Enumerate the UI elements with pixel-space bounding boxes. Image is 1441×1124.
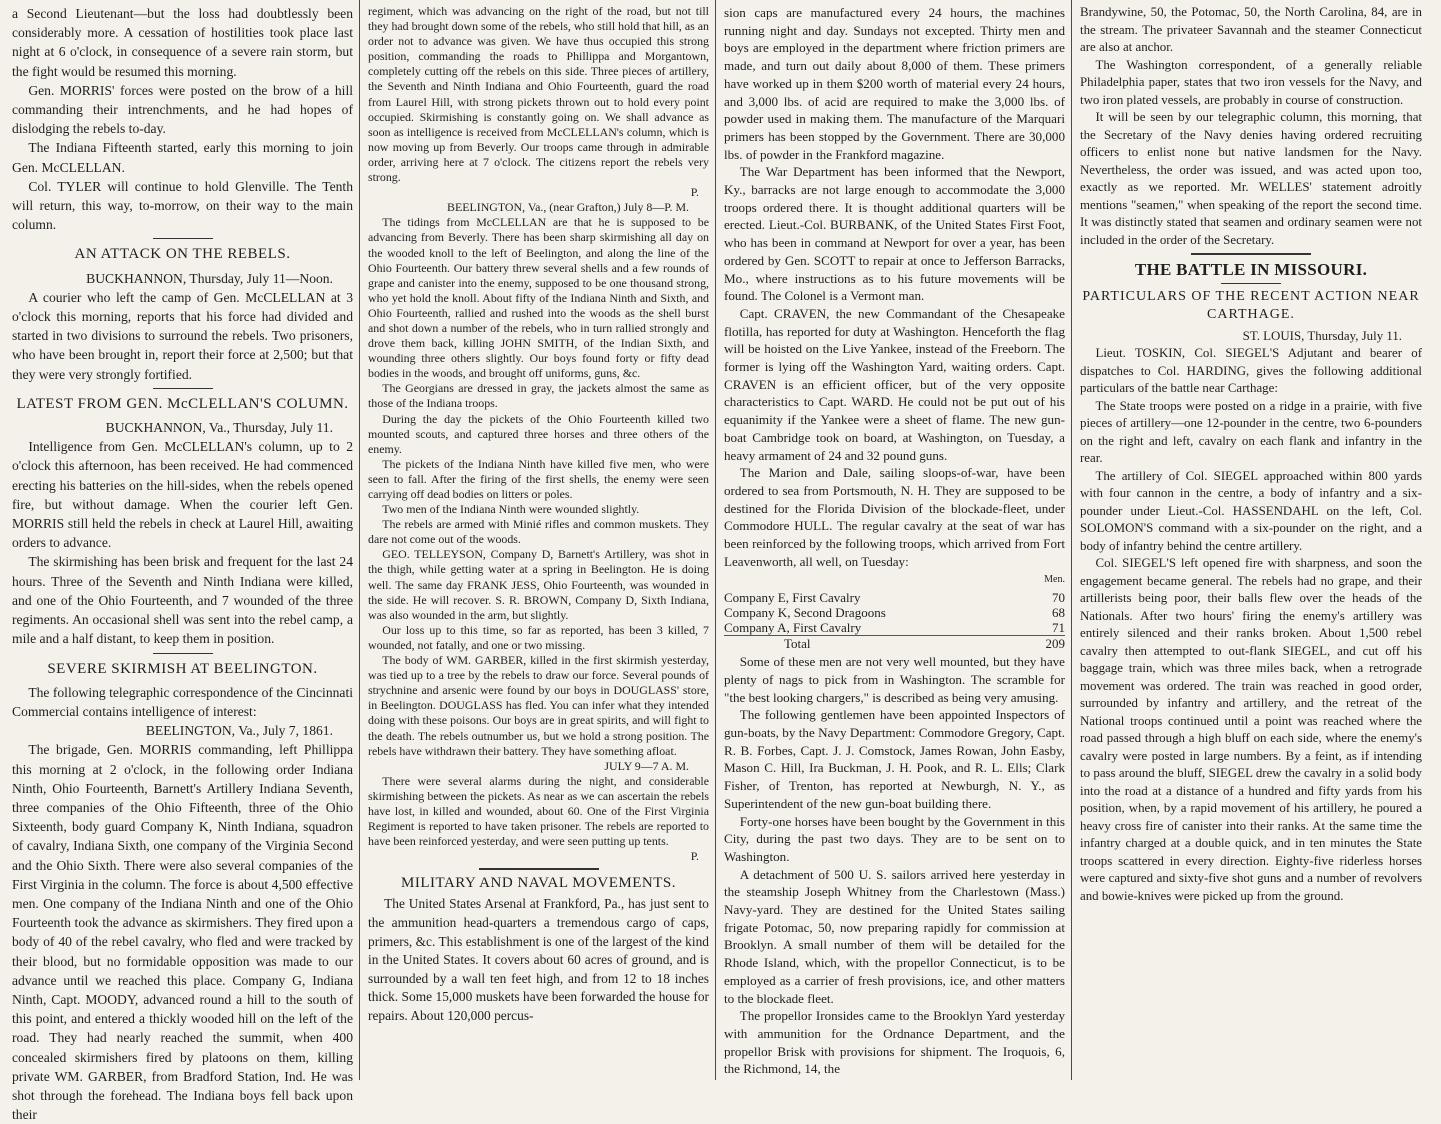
paragraph: Forty-one horses have been bought by the Government in this City, during the past two days. They are to be sent on to Washington.	[724, 813, 1065, 864]
dateline: BUCKHANNON, Va., Thursday, July 11.	[105, 420, 333, 436]
column-2	[360, 0, 716, 1080]
paragraph: During the day the pickets of the Ohio Fourteenth killed two mounted scouts, and captured three horses and three others of the enemy.	[368, 411, 709, 456]
paragraph: The following gentlemen have been appointed Inspectors of gun-boats, by the Navy Department: Commodore Gregory, Capt. R. B. Forbes, Capt. J. J. Comstock, James Rowan, John Easby, Mason C. Hill, Ira Buckman, J. H. Pook, and R. L. Ells; Clark Fisher, of Trenton, has reported at Newburgh, N. Y., as Superintendent of the new gun-boat building there.	[724, 707, 1065, 811]
headline-military-naval: MILITARY AND NAVAL MOVEMENTS.	[401, 875, 676, 892]
paragraph: The Indiana Fifteenth started, early this morning to join Gen. McCLELLAN.	[12, 140, 353, 175]
subheadline-carthage: PARTICULARS OF THE RECENT ACTION NEAR CARTHAGE.	[1082, 288, 1420, 322]
row-value: 70	[1052, 590, 1065, 606]
headline-severe-skirmish: SEVERE SKIRMISH AT BEELINGTON.	[47, 660, 318, 677]
paragraph: The Marion and Dale, sailing sloops-of-war, have been ordered to sea from Portsmouth, N. H. They are supposed to be destined for the Florida Division of the blockade-fleet, under Commodore HULL. The regular cavalry at the seat of war has been reinforced by the following troops, which arrived from Fort Leavenworth, all well, on Tuesday:	[724, 465, 1065, 569]
column-4	[1072, 0, 1428, 1080]
paragraph: GEO. TELLEYSON, Company D, Barnett's Artillery, was shot in the thigh, while getting water at a spring in Beelington. He is doing well. The same day FRANK JESS, Ohio Fourteenth, was wounded in the side. He will recover. S. R. BROWN, Company D, Sixth Indiana, was also wounded in the arm, but slightly.	[368, 547, 709, 622]
divider	[153, 388, 213, 389]
paragraph: The artillery of Col. SIEGEL approached within 800 yards with four cannon in the centre, a body of infantry and a six-pounder under Lieut.-Col. HASSENDAHL on the left, Col. SOLOMON'S command with a six-pounder on the right, and a body of infantry behind the centre artillery.	[1080, 468, 1422, 553]
row-label: Company A, First Cavalry	[724, 620, 862, 636]
paragraph: The Georgians are dressed in gray, the jackets almost the same as those of the Indiana troops.	[368, 381, 709, 411]
signature: P.	[690, 849, 699, 864]
table-row-total	[724, 636, 1065, 652]
row-label: Company E, First Cavalry	[724, 590, 861, 606]
paragraph: The propellor Ironsides came to the Brooklyn Yard yesterday with ammunition for the Ordnance Department, and the propellor Brisk with provisions for shipment. The Iroquois, 6, the Richmond, 14, the	[724, 1008, 1065, 1077]
divider	[1191, 253, 1311, 255]
dateline: BUCKHANNON, Thursday, July 11—Noon.	[86, 270, 333, 286]
headline-attack-on-rebels: AN ATTACK ON THE REBELS.	[74, 246, 291, 263]
divider	[153, 653, 213, 654]
paragraph: Col. SIEGEL'S left opened fire with sharpness, and soon the engagement became general. The rebels had no grape, and their artillerists being poor, their balls flew over the heads of the Nationals. After two hours' firing the enemy's artillery was entirely silenced and their ranks broken. About 1,500 rebel cavalry then attempted to out-flank SIEGEL, and cut off his baggage train, which was three miles back, when a retrograde movement was ordered. The train was reached in good order, surrounded by infantry and artillery, and the retreat of the National troops continued until a point was reached where the road passed through a high bluff on each side, where the enemy's cavalry were posted in large numbers. By a feint, as if intending to pass around the bluff, SIEGEL drew the cavalry in a solid body into the road at a distance of a hundred and fifty yards from his position, when, by a rapid movement of his artillery, he poured a heavy cross fire of canister into their ranks. At the same time the infantry charged at a double quick, and in ten minutes the State troops scattered in every direction. Eighty-five riderless horses were captured and sixty-five shot guns and a number of revolvers and bowie-knives were picked up from the ground.	[1080, 556, 1422, 903]
paragraph: Some of these men are not very well mounted, but they have plenty of nags to pick from in Washington. The scramble for "the best looking chargers," is described as being very amusing.	[724, 654, 1065, 705]
signature: P.	[690, 185, 699, 200]
dateline: JULY 9—7 A. M.	[604, 758, 689, 773]
paragraph: The United States Arsenal at Frankford, Pa., has just sent to the ammunition head-quarters a tremendous cargo of caps, primers, &c. This establishment is one of the largest of the kind in the United States. It covers about 60 acres of ground, and is surrounded by a wall ten feet high, and from 12 to 18 inches thick. Some 15,000 muskets have been forwarded the house for repairs. About 120,000 percus-	[368, 896, 709, 1023]
paragraph: The War Department has been informed that the Newport, Ky., barracks are not large enough to accommodate the 3,000 troops ordered there. It is thought additional quarters will be erected. Lieut.-Col. BURBANK, of the United States First Foot, who has been in command at Newport for over a year, has been ordered by Gen. SCOTT to repair at once to Jefferson Barracks, Mo., where instructions as to his future movements will be found. The Colonel is a Vermont man.	[724, 164, 1065, 304]
dateline: BEELINGTON, Va., (near Grafton,) July 8—P. M.	[447, 200, 689, 215]
paragraph: There were several alarms during the night, and considerable skirmishing between the pickets. As near as we can ascertain the rebels have lost, in killed and wounded, about 60. One of the First Virginia Regiment is reported to have taken prisoner. The rebels are reported to have been reinforced yesterday, and were seen putting up tents.	[368, 773, 709, 849]
paragraph: Two men of the Indiana Ninth were wounded slightly.	[382, 502, 640, 517]
paragraph: Gen. MORRIS' forces were posted on the brow of a hill commanding their intrenchments, and he had hopes of dislodging the rebels to-day.	[12, 82, 353, 137]
row-label: Company K, Second Dragoons	[724, 605, 886, 621]
paragraph: Capt. CRAVEN, the new Commandant of the Chesapeake flotilla, has reported for duty at Washington. Henceforth the flag will be hoisted on the Live Yankee, instead of the Freeborn. The former is lying off the Washington Yard, waiting orders. Capt. CRAVEN is an efficient officer, but of the very opposite characteristics to Capt. WARD. He could not be put out of his equanimity if the Yankee were a sheet of flame. The new gun-boat Cambridge took on board, at Washington, on Tuesday, a heavy armament of 24 and 32 pound guns.	[724, 305, 1065, 463]
headline-latest-mcclellan: LATEST FROM GEN. McCLELLAN'S COLUMN.	[16, 395, 349, 412]
divider	[153, 238, 213, 239]
column-1	[4, 0, 360, 1123]
dateline: BEELINGTON, Va., July 7, 1861.	[145, 723, 333, 739]
dateline: ST. LOUIS, Thursday, July 11.	[1242, 328, 1402, 343]
paragraph: The State troops were posted on a ridge in a prairie, with five pieces of artillery—one 12-pounder in the centre, two 6-pounders on the right and left, cavalry on each flank and infantry in the rear.	[1080, 398, 1422, 465]
paragraph: The skirmishing has been brisk and frequent for the last 24 hours. Three of the Seventh and Ninth Indiana were killed, and one of the Ohio Fourteenth, and 7 wounded of the three regiments. An occasional shell was sent into the rebel camp, a mile and a half distant, to keep them in position.	[12, 554, 353, 647]
headline-battle-missouri: THE BATTLE IN MISSOURI.	[1134, 260, 1368, 279]
paragraph: The rebels are armed with Minié rifles and common muskets. They dare not come out of the woods.	[368, 517, 709, 547]
total-value: 209	[1025, 636, 1065, 652]
table-row	[724, 605, 1065, 620]
paragraph: Intelligence from Gen. McCLELLAN's column, up to 2 o'clock this afternoon, has been received. He had commenced erecting his batteries on the hill-sides, when the rebels opened fire, but without damage. When the courier left Gen. MORRIS still held the rebels in check at Laurel Hill, awaiting orders to advance.	[12, 439, 353, 551]
paragraph: A courier who left the camp of Gen. McCLELLAN at 3 o'clock this morning, reports that his force had divided and started in two divisions to surround the rebels. Two prisoners, who have been brought in, report their force at 2,500; but that they were very strongly fortified.	[12, 289, 353, 382]
paragraph: The following telegraphic correspondence of the Cincinnati Commercial contains intelligence of interest:	[12, 684, 353, 719]
paragraph: The body of WM. GARBER, killed in the first skirmish yesterday, was tied up to a tree by the rebels to draw our force. Several pounds of strychnine and arsenic were found by our boys in DOUGLASS' store, in Beelington. DOUGLASS has fled. You can infer what they intended doing with these poisons. Our boys are in great spirits, and will fight to the death. The rebels outnumber us, but we hold a strong position. The rebels have withdrawn their battery. They have something afloat.	[368, 653, 709, 758]
paragraph: It will be seen by our telegraphic column, this morning, that the Secretary of the Navy denies having ordered recruiting officers to enlist none but native landsmen for the Navy. Nevertheless, the order was issued, and was acted upon too, exactly as we reported. Mr. WELLES' statement adroitly mentions "seamen," when speaking of the report the second time. It was distinctly stated that seamen and ordinary seamen were not included in the order of the Secretary.	[1080, 110, 1422, 247]
table-row	[724, 620, 1065, 636]
table-row	[724, 590, 1065, 605]
column-3	[716, 0, 1072, 1080]
table-header: Men.	[1044, 573, 1065, 585]
paragraph: regiment, which was advancing on the right of the road, but not till they had brought down some of the rebels, who still hold that hill, as an order not to advance was given. We have thus occupied this strong position, commanding the roads to Phillippa and Morgantown, completely cutting off the rebels on this side. Three pieces of artillery, the Seventh and Ninth Indiana and Ohio Fourteenth, guard the road from Laurel Hill, with strong pickets thrown out to hold every point occupied. Skirmishing is constantly going on. We shall advance as soon as intelligence is received from McCLELLAN's column, which is now moving up from Beverly. Our troops came through in admirable order, arriving here at 7 o'clock. The citizens report the rebels very strong.	[368, 4, 709, 185]
paragraph: Our loss up to this time, so far as reported, has been 3 killed, 7 wounded, not fatally, and one or two missing.	[368, 622, 709, 652]
paragraph: Brandywine, 50, the Potomac, 50, the North Carolina, 84, are in the stream. The privateer Savannah and the steamer Connecticut are also at anchor.	[1080, 5, 1422, 54]
row-value: 68	[1052, 605, 1065, 621]
divider	[1221, 283, 1281, 284]
divider	[479, 868, 599, 870]
paragraph: The Washington correspondent, of a generally reliable Philadelphia paper, states that two iron vessels for the Navy, and two iron plated vessels, are probably in course of construction.	[1080, 57, 1422, 107]
paragraph: The tidings from McCLELLAN are that he is supposed to be advancing from Beverly. There has been sharp skirmishing all day on the wooded knoll to the left of Beelington, and along the line of the Ohio Fourteenth. Our battery threw several shells and a few rounds of grape and canister into the enemy, supposed to be one thousand strong, who yet hold the knoll. About fifty of the Indiana Ninth and Sixth, and Ohio Fourteenth, rallied and rushed into the woods as the shell burst and shot down a number of the rebels, who in turn rallied strongly and drove them back, killing JOHN SMITH, of the Indian Sixth, and wounding three others slightly. Our boys found forty or fifty dead bodies in the woods, and brought off uniforms, guns, &c.	[368, 215, 709, 381]
paragraph: Col. TYLER will continue to hold Glenville. The Tenth will return, this way, to-morrow, on their way to the main column.	[12, 178, 353, 233]
paragraph: sion caps are manufactured every 24 hours, the machines running night and day. Sundays not excepted. Thirty men and boys are employed in the department where friction primers are made, and turn out daily about 8,000 of them. These primers have worked up in them $200 worth of material every 24 hours, and 3,000 lbs. of acid are required to make the 3,000 lbs. of powder used in making them. The manufacture of the Marquari primers has been stopped by the Government. There are 30,000 lbs. of powder in the Frankford magazine.	[724, 5, 1065, 162]
row-value: 71	[1052, 620, 1065, 636]
paragraph: a Second Lieutenant—but the loss had doubtlessly been considerably more. A cessation of hostilities took place last night at 6 o'clock, in consequence of a severe rain storm, but the fight would be resumed this morning.	[12, 6, 353, 79]
total-label: Total	[724, 636, 1025, 652]
troops-table	[724, 590, 1065, 651]
paragraph: A detachment of 500 U. S. sailors arrived here yesterday in the steamship Joseph Whitney from the Charlestown (Mass.) Navy-yard. They are destined for the United States sailing frigate Potomac, 50, now preparing rapidly for commission at Brooklyn. A small number of them will be detailed for the Rhode Island, which, with the propellor Connecticut, is to be employed as a carrier of fresh provisions, ice, and other matters to the blockade fleet.	[724, 866, 1065, 1006]
paragraph: The pickets of the Indiana Ninth have killed five men, who were seen to fall. After the firing of the first shells, the enemy were seen carrying off dead bodies on litters or poles.	[368, 456, 709, 501]
paragraph: Lieut. TOSKIN, Col. SIEGEL'S Adjutant and bearer of dispatches to Col. HARDING, gives the following additional particulars of the battle near Carthage:	[1080, 346, 1422, 395]
paragraph: The brigade, Gen. MORRIS commanding, left Phillippa this morning at 2 o'clock, in the following order Indiana Ninth, Ohio Fourteenth, Barnett's Artillery Indiana Seventh, three companies of the Ohio Fifteenth, three of the Ohio Sixteenth, body guard Company K, Ninth Indiana, squadron of cavalry, Indiana Sixth, one company of the Virginia Second and the Ohio Sixth. There were also several companies of the First Virginia in the column. The force is about 4,500 effective men. One company of the Indiana Ninth and one of the Ohio Fourteenth took the advance as skirmishers. They fired upon a body of 40 of the rebel cavalry, who fled and were tracked by their blood, but no formidable opposition was made to our advance until we reached this place. Company G, Indiana Ninth, Capt. MOODY, advanced round a hill to the south of this point, and entered a thickly wooded hill on the left of the road. They had nearly reached the summit, when 400 concealed skirmishers fired by platoons on them, killing private WM. GARBER, from Bradford Station, Ind. He was shot through the forehead. The Indiana boys fell back upon their	[12, 742, 353, 1123]
